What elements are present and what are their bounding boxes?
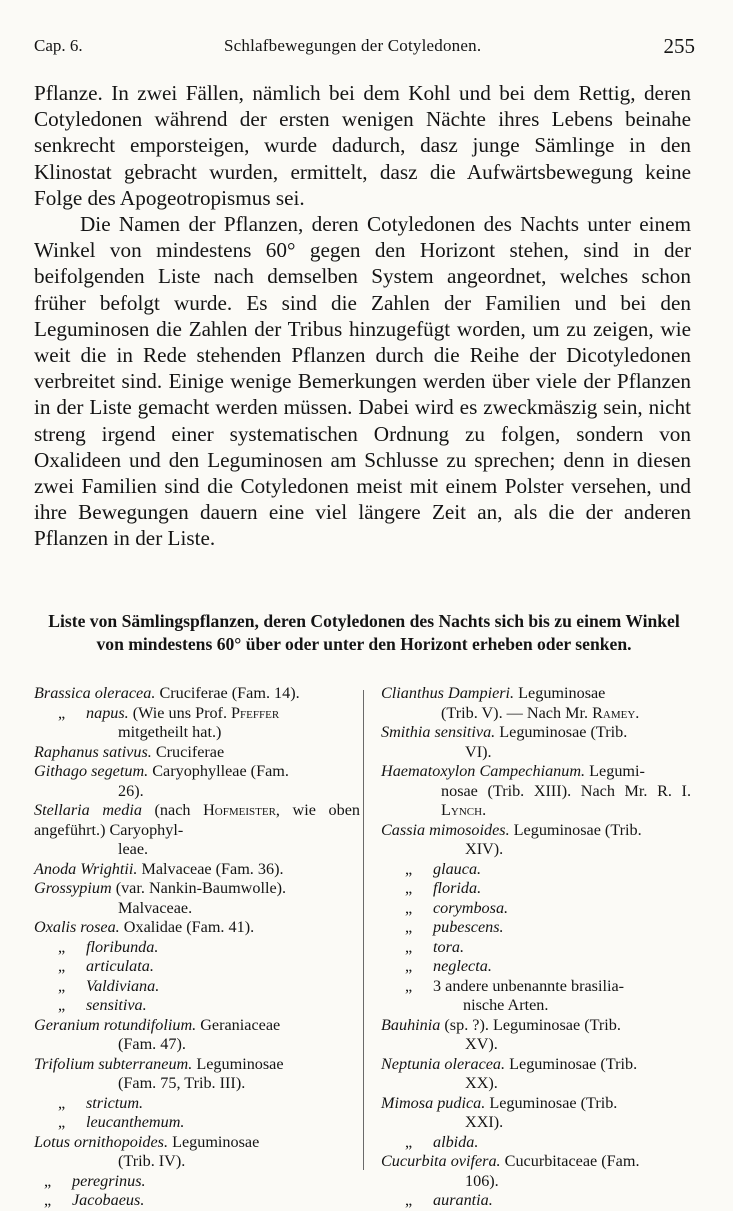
list-item: Neptunia oleracea. Leguminosae (Trib. XX). bbox=[381, 1054, 638, 1092]
list-item: Githago segetum. Caryophylleae (Fam. 26). bbox=[34, 762, 289, 800]
list-item: „ aurantia. bbox=[405, 1191, 493, 1209]
list-item: „ peregrinus. bbox=[44, 1171, 146, 1190]
running-header bbox=[34, 34, 695, 58]
list-item: Cucurbita ovifera. Cucurbitaceae (Fam. 106). bbox=[381, 1152, 640, 1190]
list-item: Anoda Wrightii. Malvaceae (Fam. 36). bbox=[34, 859, 284, 878]
list-item: Trifolium subterraneum. Leguminosae (Fam. 75, Trib. III). bbox=[34, 1054, 284, 1092]
list-item: „ articulata. bbox=[58, 957, 154, 975]
list-item: „ sensitiva. bbox=[58, 996, 147, 1014]
list-item: „ tora. bbox=[405, 937, 465, 956]
list-item: „ pubescens. bbox=[405, 918, 504, 936]
paragraph-1: Pflanze. In zwei Fällen, nämlich bei dem Kohl und bei dem Rettig, deren Cotyledonen während der ersten wenigen Nächte ihres Lebens beinahe senkrecht emporsteigen, wurde dadurch, dasz junge Sämlinge in den Klinostat gebracht wurden, ermittelt, dasz die Aufwärtsbewegung keine Folge des Apogeotropismus sei. bbox=[34, 81, 691, 210]
list-left-column bbox=[34, 684, 360, 1211]
body-text bbox=[34, 80, 691, 552]
list-item: „ albida. bbox=[405, 1132, 479, 1151]
paragraph-2: Die Namen der Pflanzen, deren Cotyledonen des Nachts unter einem Winkel von mindestens 60° gegen den Horizont stehen, sind in der beifolgenden Liste nach demselben System angeordnet, welches schon früher befolgt wurde. Es sind die Zahlen der Familien und bei den Leguminosen die Zahlen der Tribus hinzugefügt worden, um zu zeigen, wie weit die in Rede stehenden Pflanzen durch die Reihe der Dicotyledonen verbreitet sind. Einige wenige Bemerkungen werden über viele der Pflanzen in der Liste gemacht werden müssen. Dabei wird es zweckmäszig sein, nicht streng irgend einer systematischen Ordnung zu folgen, sondern von Oxalideen und den Leguminosen am Schlusse zu sprechen; denn in diesen zwei Familien sind die Cotyledonen meist mit einem Polster versehen, und ihre Bewegungen dauern eine viel längere Zeit an, als die der anderen Pflanzen in der Liste. bbox=[34, 212, 691, 551]
list-item: „ florida. bbox=[405, 879, 482, 897]
list-item: Raphanus sativus. Cruciferae bbox=[34, 742, 225, 761]
list-item: Grossypium (var. Nankin-Baumwolle). Malvaceae. bbox=[34, 879, 287, 917]
list-item: „ strictum. bbox=[58, 1093, 144, 1112]
list-item: Geranium rotundifolium. Geraniaceae (Fam. 47). bbox=[34, 1015, 281, 1053]
list-item: Smithia sensitiva. Leguminosae (Trib. VI). bbox=[381, 723, 628, 761]
list-item: „ corymbosa. bbox=[405, 898, 509, 917]
list-item: „ Jacobaeus. bbox=[44, 1191, 145, 1209]
list-item: „ 3 andere unbenannte brasilia- nische Arten. bbox=[405, 976, 625, 1014]
page-number: 255 bbox=[663, 34, 695, 58]
list-item: Mimosa pudica. Leguminosae (Trib. XXI). bbox=[381, 1093, 618, 1131]
column-divider bbox=[363, 690, 364, 1170]
list-title: Liste von Sämlingspflanzen, deren Cotyledonen des Nachts sich bis zu einem Winkel von mindestens 60° über oder unter den Horizont erheben oder senken. bbox=[48, 611, 680, 654]
chapter-label: Cap. 6. bbox=[34, 36, 83, 55]
list-item: Haematoxylon Campechianum. Legumi- nosae (Trib. XIII). Nach Mr. R. I. Lynch. bbox=[381, 762, 691, 819]
list-item: „ glauca. bbox=[405, 859, 482, 878]
list-item: Cassia mimosoides. Leguminosae (Trib. XIV). bbox=[381, 820, 642, 858]
list-item: Stellaria media (nach Hofmeister, wie oben angeführt.) Caryophyl- leae. bbox=[34, 801, 360, 858]
list-item: Bauhinia (sp. ?). Leguminosae (Trib. XV). bbox=[381, 1015, 621, 1053]
list-item: „ floribunda. bbox=[58, 937, 159, 956]
list-item: „ napus. (Wie uns Prof. Pfeffer mitgetheilt hat.) bbox=[58, 703, 280, 741]
list-item: Lotus ornithopoides. Leguminosae (Trib. IV). bbox=[34, 1132, 260, 1170]
list-item: „ neglecta. bbox=[405, 957, 492, 975]
list-right-column bbox=[381, 684, 691, 1211]
list-item: Brassica oleracea. Cruciferae (Fam. 14). bbox=[34, 684, 300, 702]
list-item: Clianthus Dampieri. Leguminosae (Trib. V). — Nach Mr. Ramey. bbox=[381, 684, 640, 722]
list-item: „ leucanthemum. bbox=[58, 1113, 185, 1131]
list-item: Oxalis rosea. Oxalidae (Fam. 41). bbox=[34, 918, 255, 936]
running-title: Schlafbewegungen der Cotyledonen. bbox=[224, 36, 482, 55]
list-item: „ Valdiviana. bbox=[58, 976, 160, 995]
